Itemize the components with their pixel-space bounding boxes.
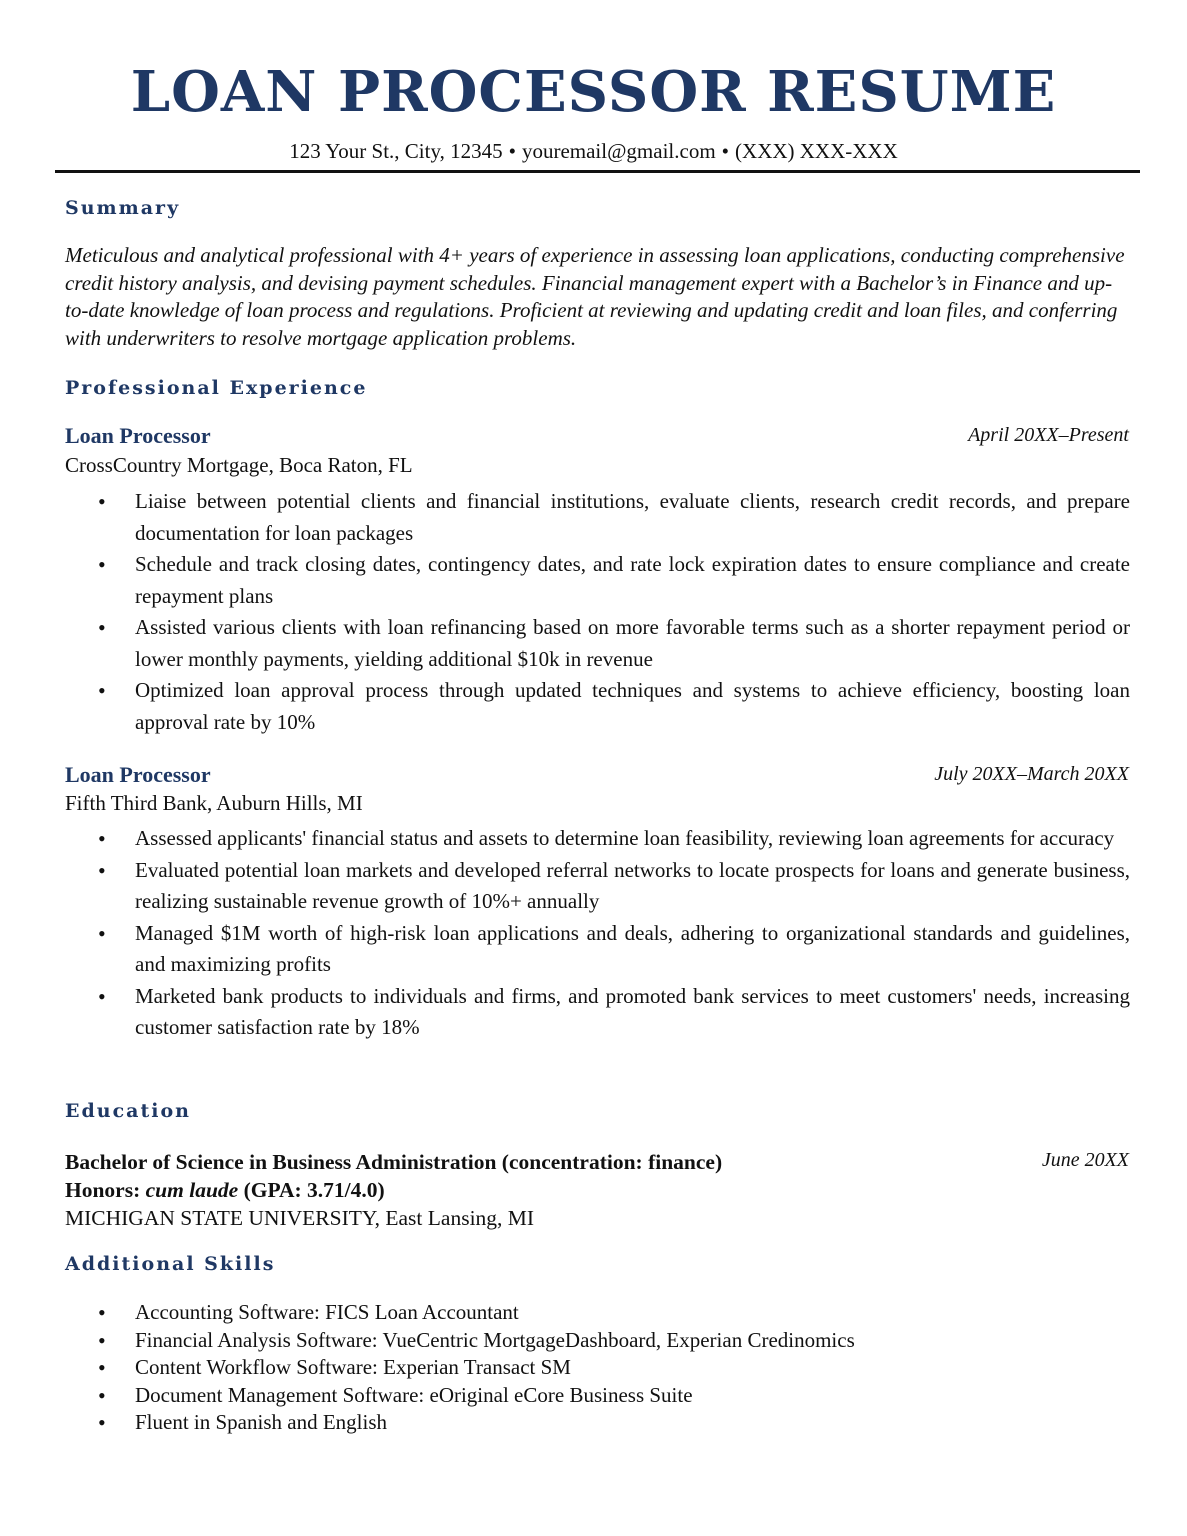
honors-value: cum laude [145,1178,239,1202]
job-bullet: • Assessed applicants' financial status and assets to determine loan feasibility, reviewing loan agreements for accuracy [0,823,1130,855]
job-bullet-list [0,823,1130,1044]
job-bullet: • Evaluated potential loan markets and developed referral networks to locate prospects for loans and generate business, realizing sustainable revenue growth of 10%+ annually [0,855,1130,918]
skill-item: • Document Management Software: eOriginal eCore Business Suite [0,1382,1130,1410]
job-bullet: • Schedule and track closing dates, contingency dates, and rate lock expiration dates to ensure compliance and create repayment plans [0,549,1130,612]
job-dates: July 20XX–March 20XX [934,763,1129,785]
degree-title: Bachelor of Science in Business Administration (concentration: finance) [65,1150,723,1174]
job-company: Fifth Third Bank, Auburn Hills, MI [65,791,363,815]
education-date: June 20XX [1041,1149,1129,1171]
contact-separator: • [721,139,730,163]
contact-phone: (XXX) XXX-XXX [735,139,898,163]
gpa: (GPA: 3.71/4.0) [243,1178,385,1202]
contact-separator: • [508,139,516,163]
school-name: MICHIGAN STATE UNIVERSITY, East Lansing, MI [65,1206,535,1230]
skill-item: • Accounting Software: FICS Loan Accountant [0,1299,1130,1327]
job-bullet-list [0,486,1130,738]
job-bullet: • Optimized loan approval process through updated techniques and systems to achieve efficiency, boosting loan approval rate by 10% [0,675,1130,738]
job-company: CrossCountry Mortgage, Boca Raton, FL [65,453,413,477]
contact-address: 123 Your St., City, 12345 [289,139,503,163]
job-bullet: • Marketed bank products to individuals and firms, and promoted bank services to meet customers' needs, increasing customer satisfaction rate by 18% [0,981,1130,1044]
job-dates: April 20XX–Present [968,424,1129,446]
education-heading: Education [65,1100,191,1122]
summary-heading: Summary [65,197,181,219]
header-divider [55,170,1140,173]
skill-item: • Content Workflow Software: Experian Transact SM [0,1354,1130,1382]
experience-heading: Professional Experience [65,377,368,399]
job-bullet: • Liaise between potential clients and financial institutions, evaluate clients, research credit records, and prepare documentation for loan packages [0,486,1130,549]
job-bullet: • Managed $1M worth of high-risk loan applications and deals, adhering to organizational standards and guidelines, and maximizing profits [0,918,1130,981]
education-honors [65,1176,385,1204]
skill-item: • Financial Analysis Software: VueCentric MortgageDashboard, Experian Credinomics [0,1327,1130,1355]
contact-line [0,138,1187,164]
honors-label: Honors: [65,1178,141,1202]
summary-text: Meticulous and analytical professional with 4+ years of experience in assessing loan applications, conducting comprehensive credit history analysis, and devising payment schedules. Financial management expert with a Bachelor’s in Finance and up-to-date knowledge of loan process and regulations. Proficient at reviewing and updating credit and loan files, and conferring with underwriters to resolve mortgage application problems. [65,243,1125,350]
skills-heading: Additional Skills [65,1253,276,1275]
job-title: Loan Processor [65,762,211,787]
skill-item: • Fluent in Spanish and English [0,1409,1130,1437]
skills-list [0,1299,1130,1437]
job-bullet: • Assisted various clients with loan refinancing based on more favorable terms such as a shorter repayment period or lower monthly payments, yielding additional $10k in revenue [0,612,1130,675]
job-title: Loan Processor [65,423,211,448]
resume-title: LOAN PROCESSOR RESUME [130,59,1057,125]
contact-email[interactable]: youremail@gmail.com [521,139,716,163]
